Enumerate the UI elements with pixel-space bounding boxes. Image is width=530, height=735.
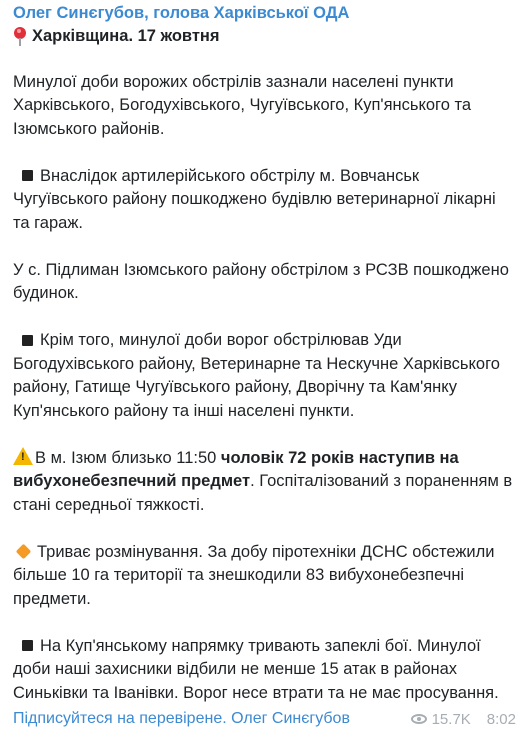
izium-text-start: В м. Ізюм близько 11:50: [35, 448, 221, 467]
black-square-icon: [22, 640, 33, 651]
post-headline: [13, 25, 516, 47]
izium-text-end: . Госпіталізований з пораненням в стані середньої тяжкості.: [13, 472, 513, 514]
paragraph-pidlyman: У с. Підлиман Ізюмського району обстрілом з РСЗВ пошкоджено будинок.: [13, 260, 509, 302]
warning-icon: !: [13, 447, 33, 465]
black-square-icon: [22, 170, 33, 181]
paragraph-kupiansk-front: [13, 635, 516, 706]
black-square-icon: [22, 335, 33, 346]
subscribe-link[interactable]: Підписуйтеся на перевірене. Олег Синєгубов: [13, 710, 350, 727]
post-time: 8:02: [486, 710, 516, 728]
paragraph-demining-text: Триває розмінування. За добу піротехніки ДСНС обстежили більше 10 га території та знешкодили 83 вибухонебезпечні предмети.: [13, 542, 495, 608]
headline-text: Харківщина. 17 жовтня: [32, 27, 220, 45]
message-footer: [13, 708, 516, 730]
izium-text-bold: чоловік 72 років наступив на вибухонебезпечний предмет: [13, 448, 459, 490]
paragraph-vovchansk-text: Внаслідок артилерійського обстрілу м. Вовчанськ Чугуївського району пошкоджено будівлю ветеринарної лікарні та гараж.: [13, 166, 496, 232]
paragraph-kupiansk-front-text: На Куп'янському напрямку тривають запеклі бої. Минулої доби наші захисники відбили не менше 15 атак в районах Синьківки та Іванівки. Ворог несе втрати та не має просування.: [13, 636, 499, 702]
paragraph-other-settlements: [13, 329, 516, 423]
eye-icon: [411, 714, 427, 724]
paragraph-izium-incident: [13, 447, 516, 518]
pin-icon: [13, 26, 27, 46]
channel-name[interactable]: Олег Синєгубов, голова Харківської ОДА: [13, 4, 350, 22]
paragraph-other-settlements-text: Крім того, минулої доби ворог обстрілював Уди Богодухівського району, Ветеринарне та Нескучне Харківського району, Гатище Чугуївського району, Дворічну та Кам'янку Куп'янського району та інші населені пункти.: [13, 331, 500, 420]
message-meta: [411, 711, 516, 728]
views-count: 15.7K: [431, 710, 471, 728]
paragraph-demining: [13, 541, 516, 612]
paragraph-vovchansk: [13, 165, 516, 236]
orange-diamond-icon: [16, 543, 32, 559]
paragraph-shelling-summary: Минулої доби ворожих обстрілів зазнали населені пункти Харківського, Богодухівського, Чугуївського, Куп'янського та Ізюмського районів.: [13, 72, 472, 138]
